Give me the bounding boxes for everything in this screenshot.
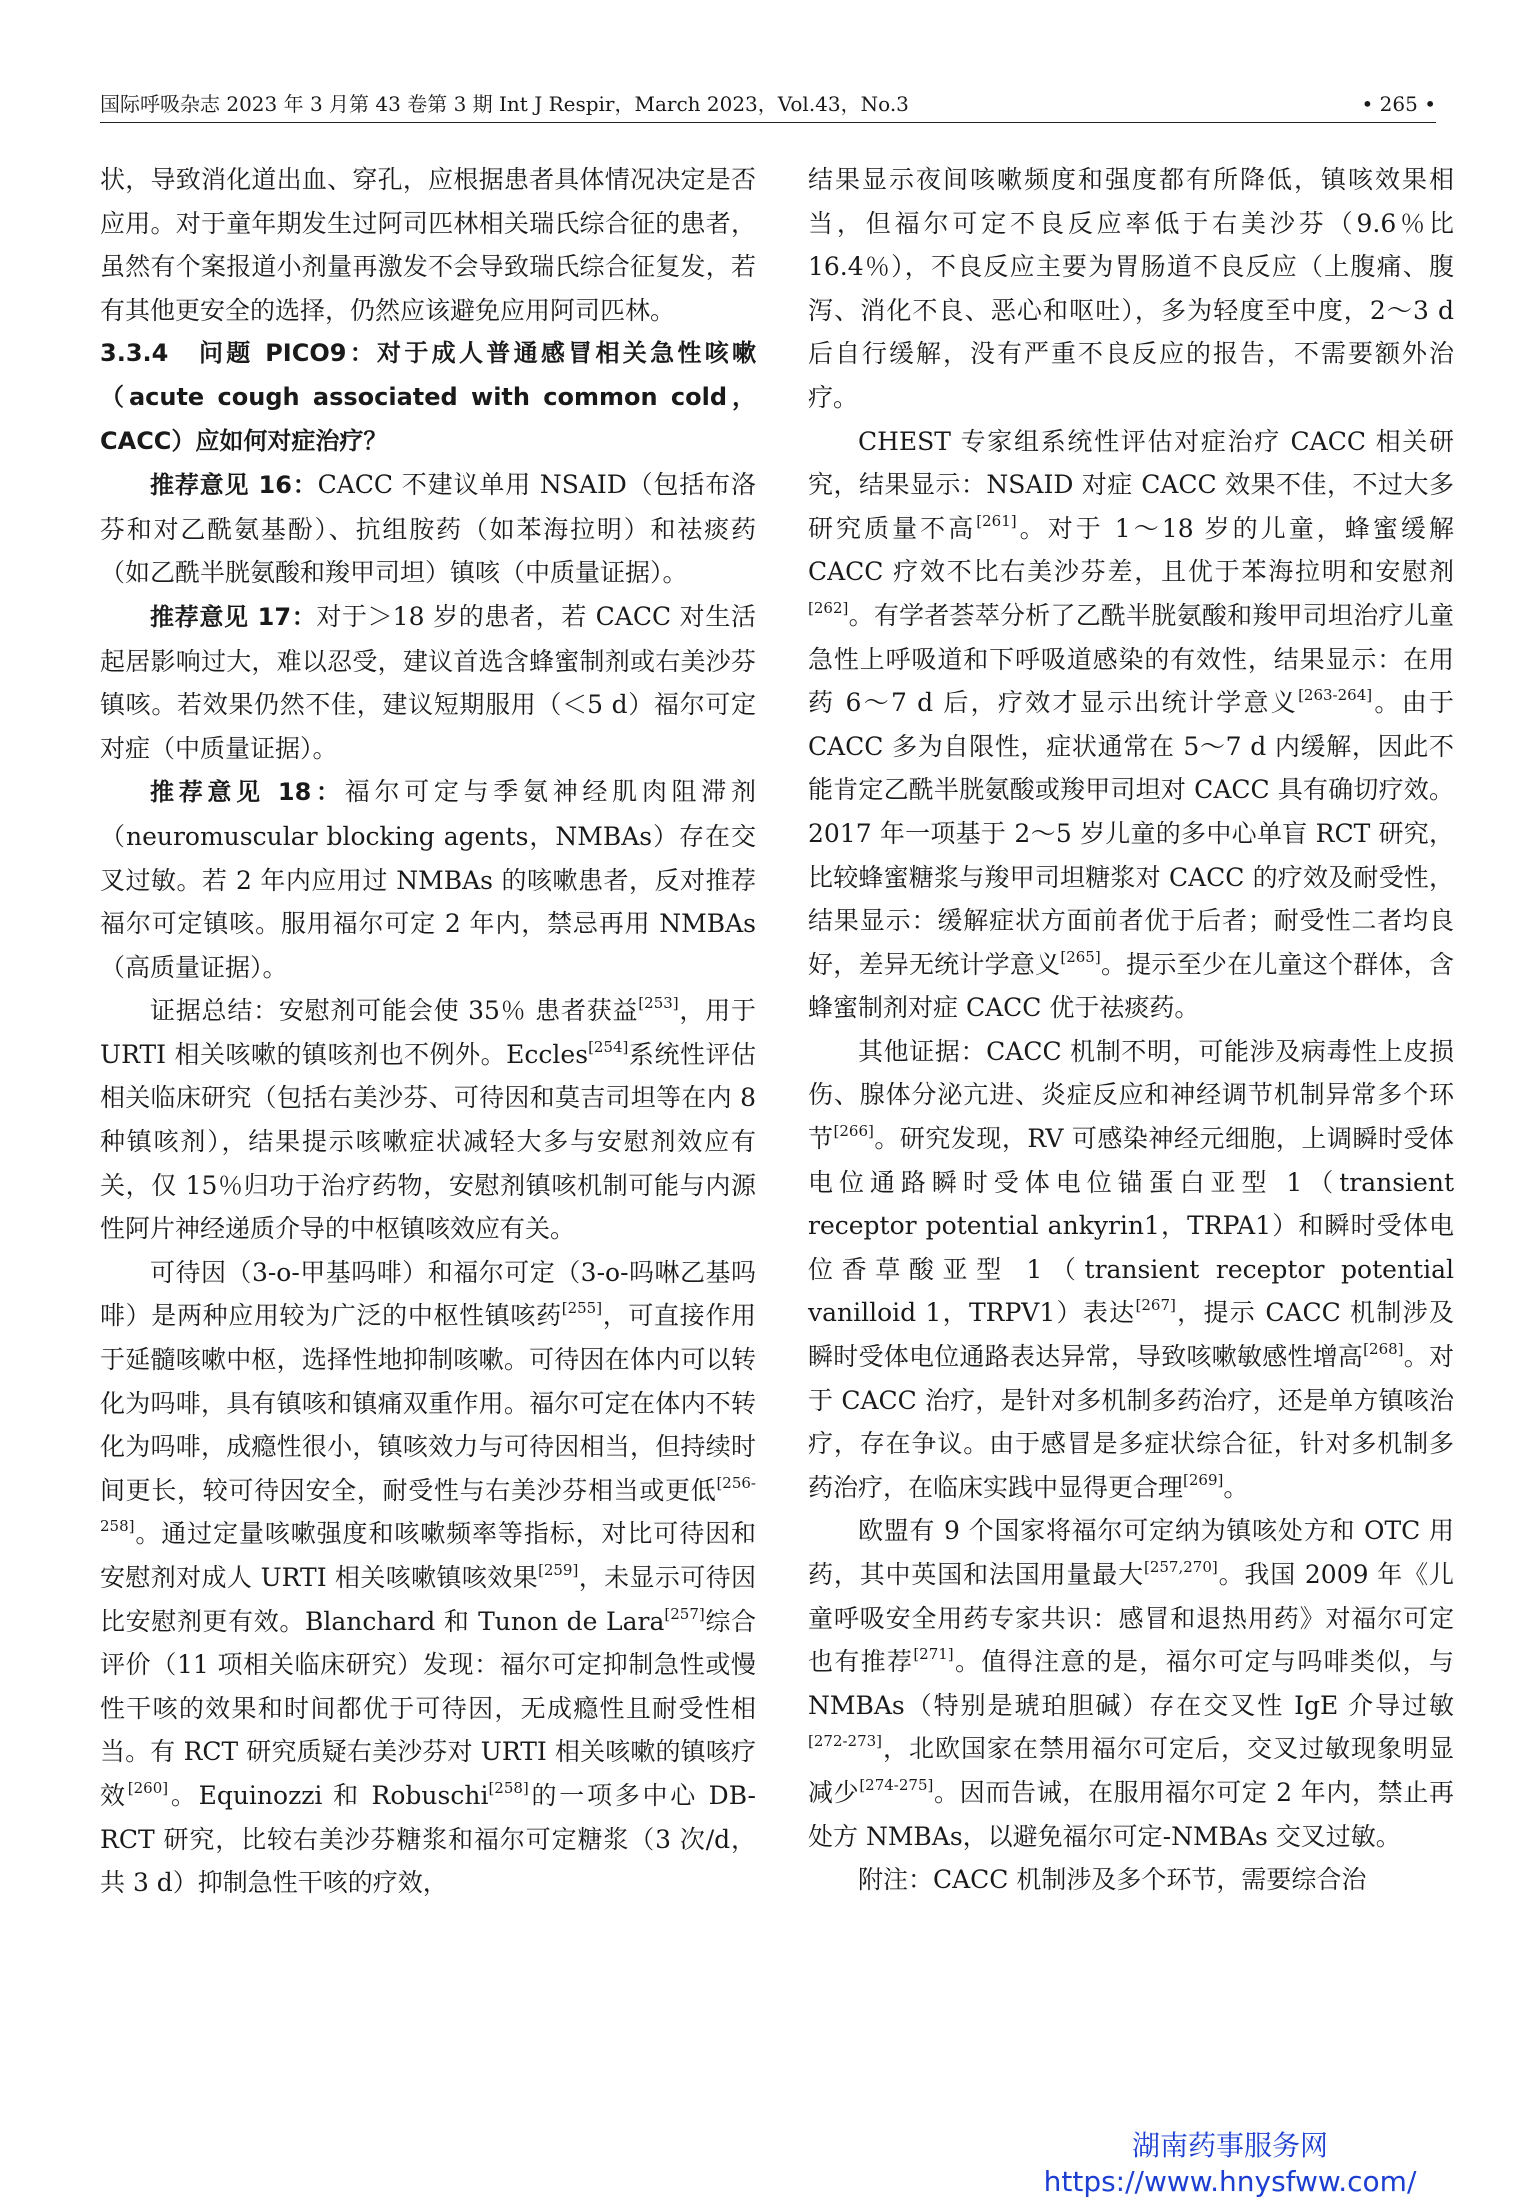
- left-column: [100, 158, 756, 1905]
- paragraph-eu: 欧盟有 9 个国家将福尔可定纳为镇咳处方和 OTC 用药，其中英国和法国用量最大[257,270]。我国 2009 年《儿童呼吸安全用药专家共识：感冒和退热用药》对福尔可定也有推荐[271]。值得注意的是，福尔可定与吗啡类似，与 NMBAs（特别是琥珀胆碱）存在交叉性 IgE 介导过敏[272-273]，北欧国家在禁用福尔可定后，交叉过敏现象明显减少[274-275]。因而告诫，在服用福尔可定 2 年内，禁止再处方 NMBAs，以避免福尔可定-NMBAs 交叉过敏。: [808, 1516, 1454, 1851]
- paragraph-codeine: 可待因（3-o-甲基吗啡）和福尔可定（3-o-吗啉乙基吗啡）是两种应用较为广泛的中枢性镇咳药[255]，可直接作用于延髓咳嗽中枢，选择性地抑制咳嗽。可待因在体内可以转化为吗啡，具有镇咳和镇痛双重作用。福尔可定在体内不转化为吗啡，成瘾性很小，镇咳效力与可待因相当，但持续时间更长，较可待因安全，耐受性与右美沙芬相当或更低[256-258]。通过定量咳嗽强度和咳嗽频率等指标，对比可待因和安慰剂对成人 URTI 相关咳嗽镇咳效果[259]，未显示可待因比安慰剂更有效。Blanchard 和 Tunon de Lara[257]综合评价（11 项相关临床研究）发现：福尔可定抑制急性或慢性干咳的效果和时间都优于可待因，无成瘾性且耐受性相当。有 RCT 研究质疑右美沙芬对 URTI 相关咳嗽的镇咳疗效[260]。Equinozzi 和 Robuschi[258]的一项多中心 DB-RCT 研究，比较右美沙芬糖浆和福尔可定糖浆（3 次/d，共 3 d）抑制急性干咳的疗效，: [100, 1257, 756, 1898]
- section-heading: 3.3.4 问题 PICO9：对于成人普通感冒相关急性咳嗽（acute cough associated with common cold，CACC）应如何对症治疗？: [100, 339, 756, 455]
- rec-label: 推荐意见 17：: [150, 602, 317, 631]
- citation: [268]: [1363, 1340, 1404, 1359]
- citation: [255]: [561, 1299, 603, 1318]
- citation: [261]: [976, 511, 1017, 530]
- right-column: [808, 158, 1454, 1902]
- citation: [256-258]: [100, 1473, 756, 1536]
- watermark-url: https://www.hnysfww.com/: [1043, 2165, 1417, 2198]
- paragraph-chest: CHEST 专家组系统性评估对症治疗 CACC 相关研究，结果显示：NSAID 对症 CACC 效果不佳，不过大多研究质量不高[261]。对于 1～18 岁的儿童，蜂蜜缓解 CACC 疗效不比右美沙芬差，且优于苯海拉明和安慰剂[262]。有学者荟萃分析了乙酰半胱氨酸和羧甲司坦治疗儿童急性上呼吸道和下呼吸道感染的有效性，结果显示：在用药 6～7 d 后，疗效才显示出统计学意义[263-264]。由于 CACC 多为自限性，症状通常在 5～7 d 内缓解，因此不能肯定乙酰半胱氨酸或羧甲司坦对 CACC 具有确切疗效。2017 年一项基于 2～5 岁儿童的多中心单盲 RCT 研究，比较蜂蜜糖浆与羧甲司坦糖浆对 CACC 的疗效及耐受性，结果显示：缓解症状方面前者优于后者；耐受性二者均良好，差异无统计学意义[265]。提示至少在儿童这个群体，含蜂蜜制剂对症 CACC 优于祛痰药。: [808, 426, 1454, 1023]
- citation: [265]: [1060, 947, 1101, 966]
- citation: [269]: [1183, 1470, 1224, 1489]
- citation: [272-273]: [808, 1732, 883, 1751]
- page-number: • 265 •: [1361, 92, 1436, 116]
- citation: [257,270]: [1143, 1558, 1218, 1576]
- citation: [258]: [488, 1778, 529, 1797]
- rec-text: CACC 不建议单用 NSAID（包括布洛芬和对乙酰氨基酚）、抗组胺药（如苯海拉明）和祛痰药（如乙酰半胱氨酸和羧甲司坦）镇咳（中质量证据）。: [100, 470, 756, 588]
- recommendation-17: [100, 595, 756, 770]
- journal-citation: 国际呼吸杂志 2023 年 3 月第 43 卷第 3 期 Int J Respir，March 2023，Vol.43，No.3: [100, 92, 909, 116]
- citation: [253]: [638, 994, 679, 1013]
- rec-label: 推荐意见 16：: [150, 471, 318, 500]
- recommendation-16: [100, 463, 756, 595]
- paragraph: 结果显示夜间咳嗽频度和强度都有所降低，镇咳效果相当，但福尔可定不良反应率低于右美沙芬（9.6％比16.4％），不良反应主要为胃肠道不良反应（上腹痛、腹泻、消化不良、恶心和呕吐），多为轻度至中度，2～3 d 后自行缓解，没有严重不良反应的报告，不需要额外治疗。: [808, 165, 1454, 412]
- rec-label: 推荐意见 18：: [150, 778, 345, 807]
- evidence-summary: 证据总结：安慰剂可能会使 35％ 患者获益[253]，用于 URTI 相关咳嗽的镇咳剂也不例外。Eccles[254]系统性评估相关临床研究（包括右美沙芬、可待因和莫吉司坦等在内 8 种镇咳剂），结果提示咳嗽症状减轻大多与安慰剂效应有关，仅 15％归功于治疗药物，安慰剂镇咳机制可能与内源性阿片神经递质介导的中枢镇咳效应有关。: [100, 994, 756, 1244]
- paragraph-other-evidence: 其他证据：CACC 机制不明，可能涉及病毒性上皮损伤、腺体分泌亢进、炎症反应和神经调节机制异常多个环节[266]。研究发现，RV 可感染神经元细胞，上调瞬时受体电位通路瞬时受体电位锚蛋白亚型 1（transient receptor potential ankyrin1，TRPA1）和瞬时受体电位香草酸亚型 1（transient receptor potential vanilloid 1，TRPV1）表达[267]，提示 CACC 机制涉及瞬时受体电位通路表达异常，导致咳嗽敏感性增高[268]。对于 CACC 治疗，是针对多机制多药治疗，还是单方镇咳治疗，存在争议。由于感冒是多症状综合征，针对多机制多药治疗，在临床实践中显得更合理[269]。: [808, 1036, 1454, 1502]
- running-header: [100, 88, 1436, 123]
- citation: [266]: [833, 1122, 874, 1141]
- citation: [259]: [537, 1561, 579, 1579]
- citation: [260]: [127, 1778, 169, 1797]
- citation: [262]: [808, 598, 849, 617]
- recommendation-18: [100, 770, 756, 989]
- citation: [254]: [588, 1037, 629, 1056]
- rec-text: 对于＞18 岁的患者，若 CACC 对生活起居影响过大，难以忍受，建议首选含蜂蜜制剂或右美沙芬镇咳。若效果仍然不佳，建议短期服用（＜5 d）福尔可定对症（中质量证据）。: [100, 601, 756, 763]
- paragraph-note: 附注：CACC 机制涉及多个环节，需要综合治: [858, 1865, 1367, 1895]
- citation: [274-275]: [859, 1775, 934, 1794]
- citation: [271]: [913, 1645, 954, 1664]
- rec-text: 福尔可定与季氨神经肌肉阻滞剂（neuromuscular blocking agents，NMBAs）存在交叉过敏。若 2 年内应用过 NMBAs 的咳嗽患者，反对推荐福尔可定镇咳。服用福尔可定 2 年内，禁忌再用 NMBAs（高质量证据）。: [100, 777, 756, 982]
- paragraph: 状，导致消化道出血、穿孔，应根据患者具体情况决定是否应用。对于童年期发生过阿司匹林相关瑞氏综合征的患者，虽然有个案报道小剂量再激发不会导致瑞氏综合征复发，若有其他更安全的选择，仍然应该避免应用阿司匹林。: [100, 165, 756, 325]
- citation: [263-264]: [1298, 686, 1373, 705]
- citation: [267]: [1135, 1296, 1176, 1315]
- citation: [257]: [664, 1604, 705, 1623]
- watermark-name: 湖南药事服务网: [1131, 2129, 1328, 2162]
- site-watermark: [1000, 2128, 1460, 2200]
